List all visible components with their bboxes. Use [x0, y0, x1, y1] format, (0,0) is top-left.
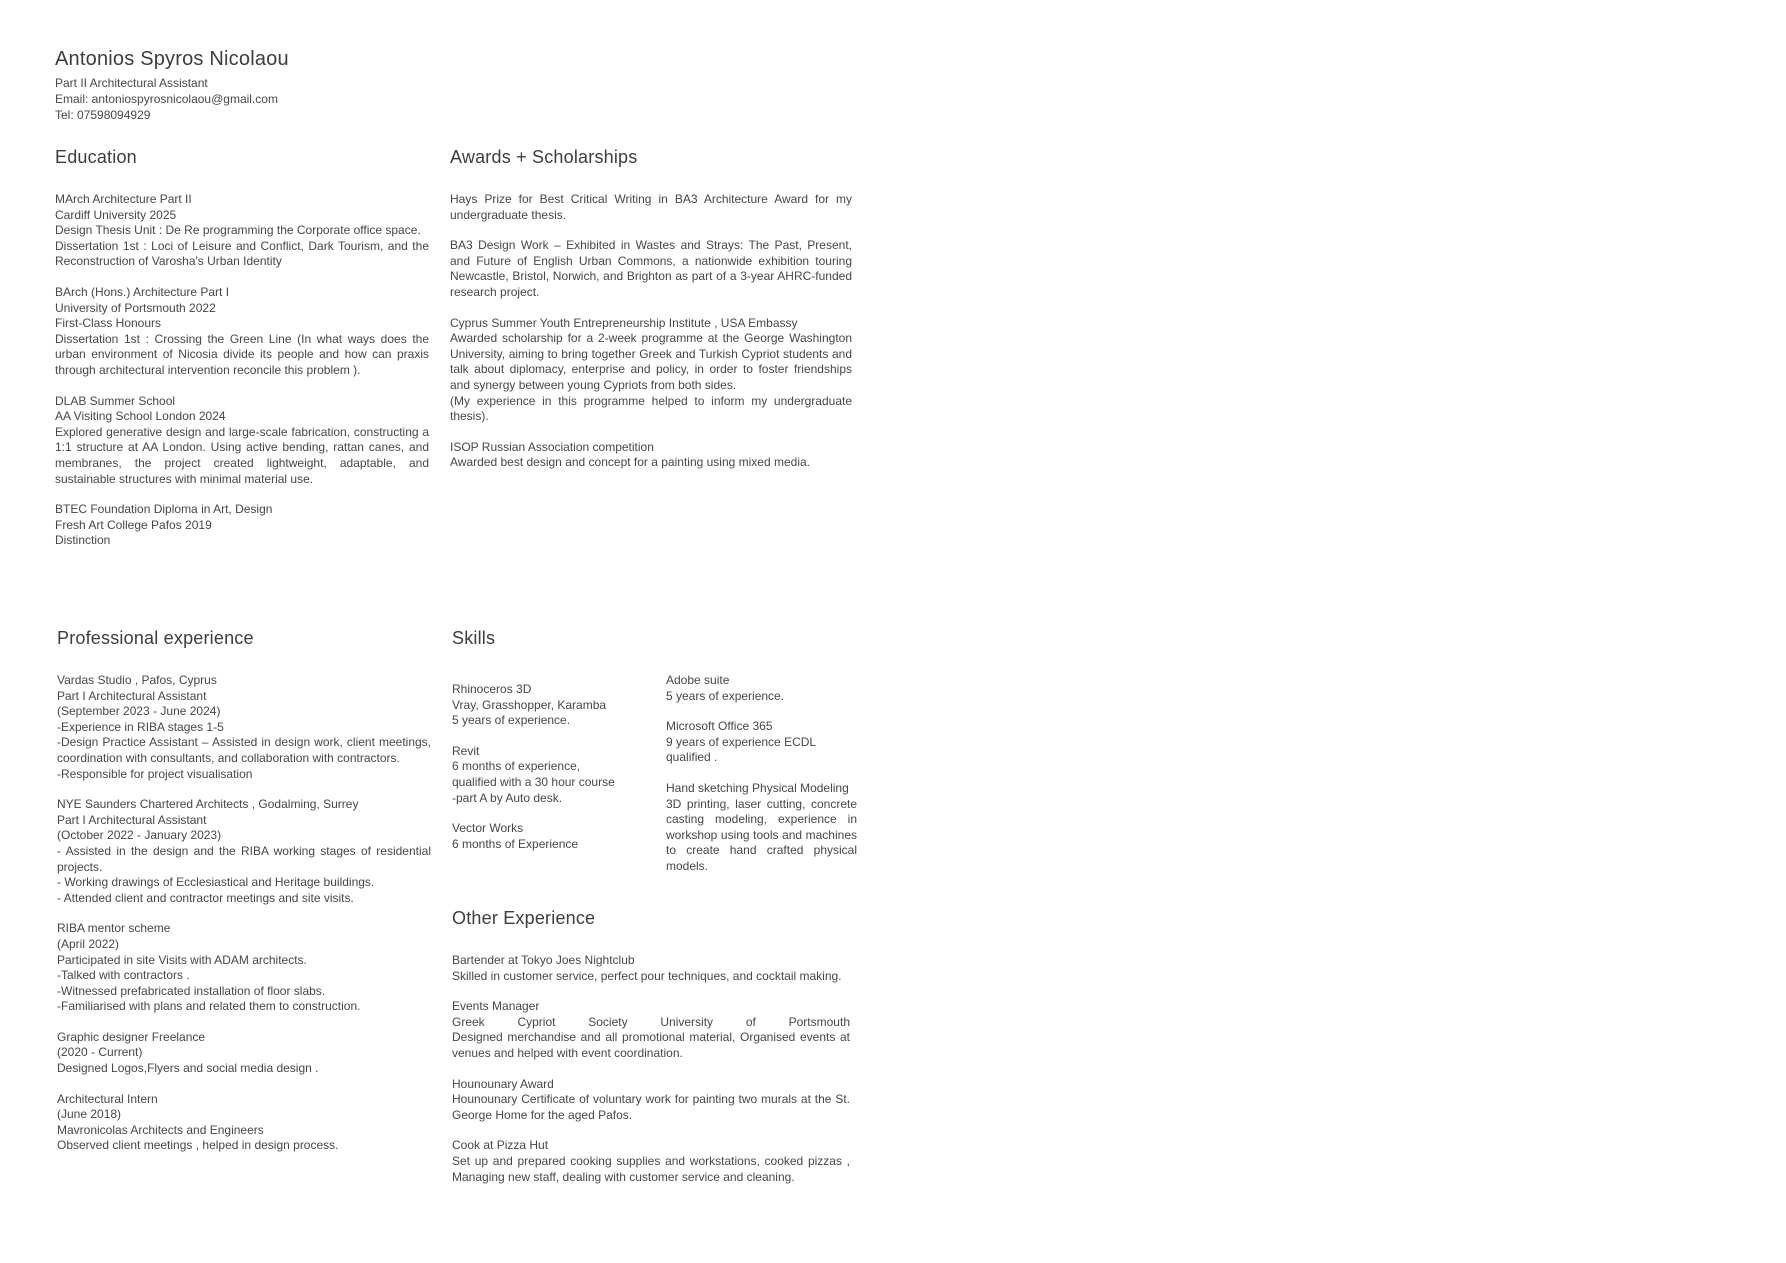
skill-entry-hand-sketching: Hand sketching Physical Modeling 3D printing, laser cutting, concrete casting modeling, experience in workshop using tools and machines to create hand crafted physical models.	[666, 780, 857, 873]
award-entry-isop: ISOP Russian Association competition Awarded best design and concept for a painting using mixed media.	[450, 439, 811, 470]
other-experience-section	[452, 908, 850, 1200]
skill-entry-revit: Revit 6 months of experience, qualified with a 30 hour course -part A by Auto desk.	[452, 743, 615, 805]
experience-entry-riba-mentor: RIBA mentor scheme (April 2022) Participated in site Visits with ADAM architects. -Talked with contractors . -Witnessed prefabricated installation of floor slabs. -Familiarised with plans and related them to construction.	[57, 921, 361, 1014]
other-entry-pizza-hut: Cook at Pizza Hut Set up and prepared cooking supplies and workstations, cooked pizzas , Managing new staff, dealing with customer service and cleaning.	[452, 1138, 850, 1184]
professional-heading: Professional experience	[57, 628, 254, 648]
skill-entry-microsoft-office: Microsoft Office 365 9 years of experience ECDL qualified .	[666, 719, 817, 765]
other-entry-events-manager-title: Events Manager	[452, 999, 540, 1014]
experience-entry-architectural-intern: Architectural Intern (June 2018) Mavronicolas Architects and Engineers Observed client meetings , helped in design process.	[57, 1091, 339, 1153]
other-entry-events-manager-body: Designed merchandise and all promotional material, Organised events at venues and helped with event coordination.	[452, 1030, 850, 1060]
other-entry-events-manager-society-line: Greek Cypriot Society University of Portsmouth	[452, 1014, 850, 1029]
awards-section	[450, 147, 852, 486]
other-entry-bartender: Bartender at Tokyo Joes Nightclub Skilled in customer service, perfect pour techniques, and cocktail making.	[452, 953, 842, 983]
experience-entry-nye-saunders: NYE Saunders Chartered Architects , Godalming, Surrey Part I Architectural Assistant (October 2022 - January 2023) - Assisted in the design and the RIBA working stages of residential projects. - Working drawings of Ecclesiastical and Heritage buildings. - Attended client and contractor meetings and site visits.	[57, 797, 431, 905]
skills-section	[452, 628, 857, 890]
experience-entry-vardas-studio: Vardas Studio , Pafos, Cyprus Part I Architectural Assistant (September 2023 - June 2024) -Experience in RIBA stages 1-5 -Design Practice Assistant – Assisted in design work, client meetings, coordination with consultants, and collaboration with contractors. -Responsible for project visualisation	[57, 673, 431, 781]
awards-heading: Awards + Scholarships	[450, 147, 638, 167]
education-entry-btec: BTEC Foundation Diploma in Art, Design Fresh Art College Pafos 2019 Distinction	[55, 502, 273, 548]
skill-entry-adobe-suite: Adobe suite 5 years of experience.	[666, 673, 785, 703]
skill-entry-rhinoceros: Rhinoceros 3D Vray, Grasshopper, Karamba 5 years of experience.	[452, 682, 607, 728]
education-entry-barch: BArch (Hons.) Architecture Part I University of Portsmouth 2022 First-Class Honours Dissertation 1st : Crossing the Green Line (In what ways does the urban environment of Nicosia divide its people and how can praxis through architectural intervention reconcile this problem ).	[55, 284, 429, 377]
experience-entry-graphic-designer: Graphic designer Freelance (2020 - Current) Designed Logos,Flyers and social media design .	[57, 1029, 319, 1076]
skills-column-right	[666, 673, 857, 890]
other-entry-hounounary-award: Hounounary Award Hounounary Certificate of voluntary work for painting two murals at the St. George Home for the aged Pafos.	[452, 1076, 850, 1122]
education-heading: Education	[55, 147, 137, 167]
cv-header	[55, 48, 475, 123]
education-section	[55, 147, 429, 564]
award-entry-hays-prize: Hays Prize for Best Critical Writing in BA3 Architecture Award for my undergraduate thesis.	[450, 192, 852, 222]
candidate-title: Part II Architectural Assistant	[55, 76, 208, 90]
skills-columns	[452, 673, 857, 890]
professional-experience-section	[57, 628, 431, 1169]
education-entry-march: MArch Architecture Part II Cardiff University 2025 Design Thesis Unit : De Re programming the Corporate office space. Dissertation 1st : Loci of Leisure and Conflict, Dark Tourism, and the Reconstruction of Varosha's Urban Identity	[55, 192, 429, 269]
candidate-email: Email: antoniospyrosnicolaou@gmail.com	[55, 92, 278, 106]
skills-column-left	[452, 673, 648, 890]
other-heading: Other Experience	[452, 908, 596, 928]
candidate-name: Antonios Spyros Nicolaou	[55, 48, 289, 70]
skill-entry-vector-works: Vector Works 6 months of Experience	[452, 821, 579, 851]
other-entry-events-manager	[452, 999, 850, 1061]
education-entry-dlab: DLAB Summer School AA Visiting School London 2024 Explored generative design and large-scale fabrication, constructing a 1:1 structure at AA London. Using active bending, rattan canes, and membranes, the project created lightweight, adaptable, and sustainable structures with minimal material use.	[55, 393, 429, 486]
award-entry-cyprus-institute: Cyprus Summer Youth Entrepreneurship Institute , USA Embassy Awarded scholarship for a 2-week programme at the George Washington University, aiming to bring together Greek and Turkish Cypriot students and talk about diplomacy, enterprise and policy, in order to foster friendships and synergy between young Cypriots from both sides. (My experience in this programme helped to inform my undergraduate thesis).	[450, 315, 852, 424]
award-entry-ba3-design: BA3 Design Work – Exhibited in Wastes and Strays: The Past, Present, and Future of English Urban Commons, a nationwide exhibition touring Newcastle, Bristol, Norwich, and Brighton as part of a 3-year AHRC-funded research project.	[450, 238, 852, 299]
candidate-phone: Tel: 07598094929	[55, 108, 151, 122]
skills-heading: Skills	[452, 628, 496, 648]
